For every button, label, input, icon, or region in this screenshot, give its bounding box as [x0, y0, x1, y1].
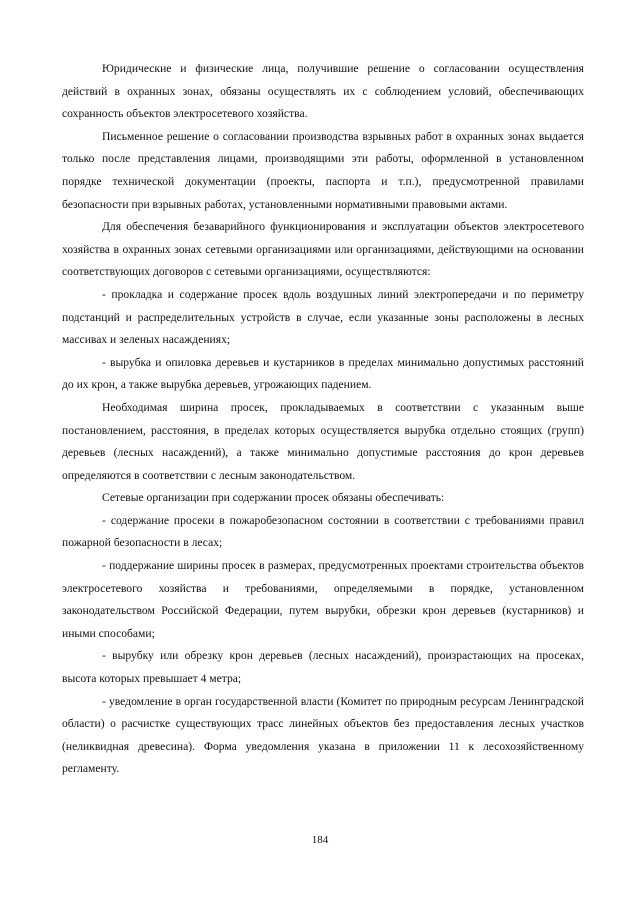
paragraph: Юридические и физические лица, получившие решение о согласовании осуществления действий в охранных зонах, обязаны осуществлять их с соблюдением условий, обеспечивающих сохранность объектов электросетевого хозяйства. [62, 62, 584, 121]
list-item: - вырубку или обрезку крон деревьев (лесных насаждений), произрастающих на просеках, высота которых превышает 4 метра; [62, 649, 584, 686]
page-number: 184 [311, 834, 329, 846]
paragraph: Сетевые организации при содержании просек обязаны обеспечивать: [102, 491, 445, 505]
list-item: - вырубка и опиловка деревьев и кустарников в пределах минимально допустимых расстояний до их крон, а также вырубка деревьев, угрожающих падением. [62, 355, 584, 392]
paragraph: Письменное решение о согласовании производства взрывных работ в охранных зонах выдается только после представления лицами, производящими эти работы, оформленной в установленном порядке технической документации (проекты, паспорта и т.п.), предусмотренной правилами безопасности при взрывных работах, установленными нормативными правовыми актами. [62, 129, 584, 211]
paragraph: Необходимая ширина просек, прокладываемых в соответствии с указанным выше постановлением, расстояния, в пределах которых осуществляется вырубка отдельно стоящих (групп) деревьев (лесных насаждений), а также минимально допустимые расстояния до крон деревьев определяются в соответствии с лесным законодательством. [62, 400, 584, 482]
list-item: - содержание просеки в пожаробезопасном состоянии в соответствии с требованиями правил пожарной безопасности в лесах; [62, 513, 584, 550]
list-item: - поддержание ширины просек в размерах, предусмотренных проектами строительства объектов электросетевого хозяйства и требованиями, определяемыми в порядке, установленном законодательством Российской Федерации, путем вырубки, обрезки крон деревьев (кустарников) и иными способами; [62, 559, 584, 640]
list-item: - прокладка и содержание просек вдоль воздушных линий электропередачи и по периметру подстанций и распределительных устройств в случае, если указанные зоны расположены в лесных массивах и зеленых насаждениях; [62, 287, 584, 347]
list-item: - уведомление в орган государственной власти (Комитет по природным ресурсам Ленинградской области) о расчистке существующих трасс линейных объектов без предоставления лесных участков (неликвидная древесина). Форма уведомления указана в приложении 11 к лесохозяйственному регламенту. [62, 694, 584, 776]
paragraph: Для обеспечения безаварийного функционирования и эксплуатации объектов электросетевого хозяйства в охранных зонах сетевыми организациями или организациями, действующими на основании соответствующих договоров с сетевыми организациями, осуществляются: [62, 220, 584, 279]
body-text [62, 58, 584, 781]
